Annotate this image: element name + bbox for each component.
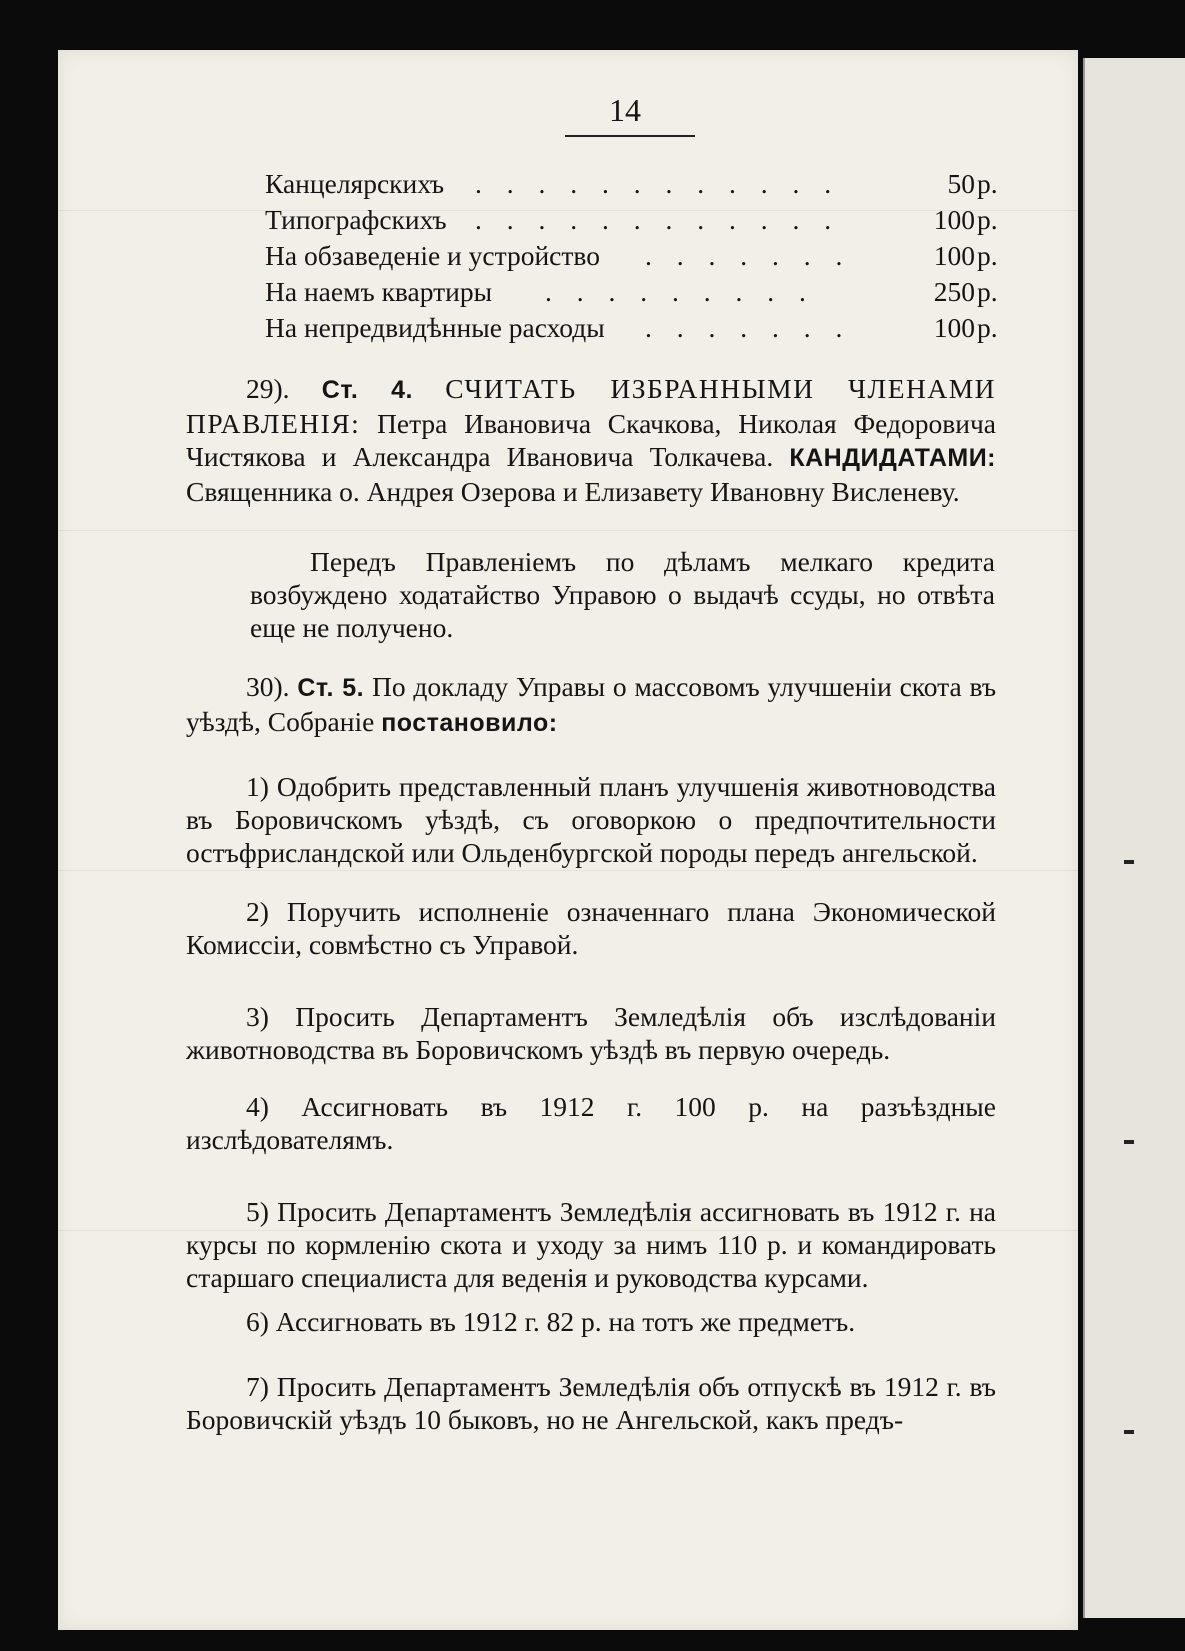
list-item: [186, 1195, 996, 1294]
expense-row: [265, 312, 998, 346]
credit-text: Передъ Правленіемъ по дѣламъ мелкаго кредита возбуждено ходатайство Управою о выдачѣ ссуды, но отвѣта еще не получено.: [250, 546, 995, 643]
expense-amount: 100: [933, 312, 975, 343]
bleed-through-line: [58, 870, 1078, 871]
expense-row: [265, 276, 998, 310]
expense-unit: р.: [977, 240, 998, 271]
list-item: [186, 1090, 996, 1156]
expense-amount: 50: [947, 168, 975, 199]
list-item: [186, 895, 996, 961]
expense-dots: . . . . . . . . .: [545, 276, 815, 307]
item-29: [186, 372, 996, 508]
expense-dots: . . . . . . . . . . . .: [475, 204, 841, 235]
point-text: 4) Ассигновать въ 1912 г. 100 р. на разъѣздные изслѣдователямъ.: [186, 1091, 996, 1155]
expense-label: Канцелярскихъ: [265, 168, 445, 199]
expense-label: На непредвидѣнные расходы: [265, 312, 605, 343]
item-30: [186, 670, 996, 740]
expense-label: На обзаведеніе и устройство: [265, 240, 600, 271]
point-text: 3) Просить Департаментъ Земледѣлія объ изслѣдованіи животноводства въ Боровичскомъ уѣздѣ въ первую очередь.: [186, 1001, 996, 1065]
expense-row: [265, 168, 998, 202]
expense-label: Типографскихъ: [265, 204, 447, 235]
adjacent-page-edge: [1083, 58, 1185, 1618]
list-item: [186, 1000, 996, 1066]
bleed-through-line: [58, 530, 1078, 531]
expense-dots: . . . . . . .: [645, 240, 852, 271]
list-item: [186, 1370, 996, 1436]
expense-unit: р.: [977, 168, 998, 199]
point-text: 1) Одобрить представленный планъ улучшенія животноводства въ Боровичскомъ уѣздѣ, съ оговоркою о предпочтительности остъфрисландской или Ольденбургской породы передъ ангельской.: [186, 771, 996, 868]
expense-row: [265, 240, 998, 274]
point-text: 2) Поручить исполненіе означеннаго плана Экономической Комиссіи, совмѣстно съ Управой.: [186, 896, 996, 960]
credit-paragraph: [250, 545, 995, 644]
page-number: 14: [609, 92, 641, 128]
item-number: 29).: [246, 373, 290, 404]
expense-unit: р.: [977, 204, 998, 235]
list-item: [186, 1305, 996, 1338]
page-number-rule: [565, 135, 695, 137]
candidates-list: Священника о. Андрея Озерова и Елизавету Ивановну Висленеву.: [186, 476, 960, 507]
expense-amount: 100: [933, 240, 975, 271]
item-text: По докладу Управы о массовомъ улучшеніи скота въ уѣздѣ, Собраніе: [186, 671, 997, 737]
expense-unit: р.: [977, 312, 998, 343]
article-number: Ст. 4.: [321, 376, 414, 404]
members-list: Петра Ивановича Скачкова, Николая Федоровича Чистякова и Александра Ивановича Толкачева.: [186, 408, 997, 472]
list-item: [186, 770, 996, 869]
expense-amount: 250: [933, 276, 975, 307]
point-text: 5) Просить Департаментъ Земледѣлія ассигновать въ 1912 г. на курсы по кормленію скота и уходу за нимъ 110 р. и командировать старшаго специалиста для веденія и руководства курсами.: [186, 1196, 996, 1293]
expense-dots: . . . . . . . . . . . .: [475, 168, 841, 199]
point-text: 6) Ассигновать въ 1912 г. 82 р. на тотъ же предметъ.: [246, 1306, 856, 1337]
binding-stitch: [1124, 1140, 1134, 1144]
item-number: 30).: [246, 671, 290, 702]
expense-row: [265, 204, 998, 238]
binding-stitch: [1124, 860, 1134, 864]
point-text: 7) Просить Департаментъ Земледѣлія объ отпускѣ въ 1912 г. въ Боровичскій уѣздъ 10 быковъ, но не Ангельской, какъ предъ-: [186, 1371, 996, 1435]
resolution-caps: СЧИТАТЬ ИЗБРАННЫМИ ЧЛЕНАМИ ПРАВЛЕНІЯ:: [186, 373, 997, 439]
expense-label: На наемъ квартиры: [265, 276, 493, 307]
article-number: Ст. 5.: [297, 674, 365, 702]
expense-amount: 100: [933, 204, 975, 235]
expense-dots: . . . . . . .: [645, 312, 852, 343]
expense-unit: р.: [977, 276, 998, 307]
decided-label: постановило:: [381, 709, 558, 737]
candidates-label: КАНДИДАТАМИ:: [789, 444, 996, 472]
binding-stitch: [1124, 1430, 1134, 1434]
